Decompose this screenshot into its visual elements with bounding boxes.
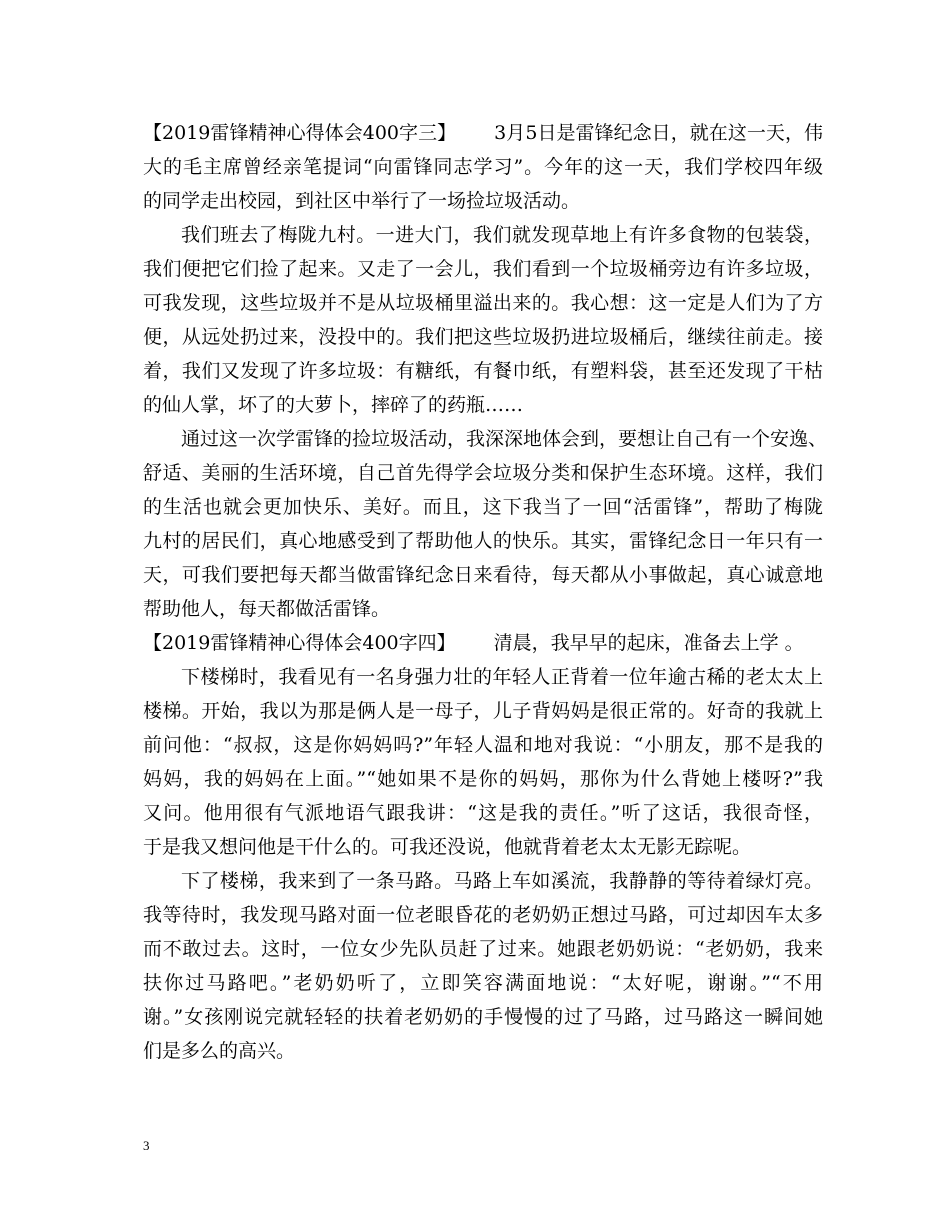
text-line: 前问他：“叔叔，这是你妈妈吗?”年轻人温和地对我说：“小朋友，那不是我的 (143, 734, 823, 756)
text-line: 又问。他用很有气派地语气跟我讲：“这是我的责任。”听了这话，我很奇怪， (143, 802, 823, 824)
text-line: 可我发现，这些垃圾并不是从垃圾桶里溢出来的。我心想：这一定是人们为了方 (143, 292, 823, 314)
text-line: 谢。”女孩刚说完就轻轻的扶着老奶奶的手慢慢的过了马路，过马路这一瞬间她 (143, 1006, 823, 1028)
text-line: 我们班去了梅陇九村。一进大门，我们就发现草地上有许多食物的包装袋， (181, 224, 823, 246)
text-line: 九村的居民们，真心地感受到了帮助他人的快乐。其实，雷锋纪念日一年只有一 (143, 530, 823, 552)
text-line: 天，可我们要把每天都当做雷锋纪念日来看待，每天都从小事做起，真心诚意地 (143, 564, 823, 586)
section-heading: 【2019雷锋精神心得体会400字三】 (143, 122, 457, 144)
text-line: 楼梯。开始，我以为那是俩人是一母子，儿子背妈妈是很正常的。好奇的我就上 (143, 700, 823, 722)
text-line: 帮助他人，每天都做活雷锋。 (143, 598, 391, 620)
page-number: 3 (143, 1138, 150, 1153)
text-line: 通过这一次学雷锋的捡垃圾活动，我深深地体会到，要想让自己有一个安逸、 (181, 428, 828, 450)
text-line: 着，我们又发现了许多垃圾：有糖纸，有餐巾纸，有塑料袋，甚至还发现了干枯 (143, 360, 823, 382)
text-line: 于是我又想问他是干什么的。可我还没说，他就背着老太太无影无踪呢。 (143, 836, 752, 858)
text-line: 舒适、美丽的生活环境，自己首先得学会垃圾分类和保护生态环境。这样，我们 (143, 462, 823, 484)
text-line: 而不敢过去。这时，一位女少先队员赶了过来。她跟老奶奶说：“老奶奶，我来 (143, 938, 823, 960)
text-line: 我们便把它们捡了起来。又走了一会儿，我们看到一个垃圾桶旁边有许多垃圾， (143, 258, 823, 280)
text-line: 们是多么的高兴。 (143, 1040, 296, 1062)
text-line: 下了楼梯，我来到了一条马路。马路上车如溪流，我静静的等待着绿灯亮。 (181, 870, 823, 892)
section-heading-line (143, 121, 823, 145)
text-line: 扶你过马路吧。”老奶奶听了，立即笑容满面地说：“太好呢，谢谢。”“不用 (143, 972, 823, 994)
text-line: 大的毛主席曾经亲笔提词“向雷锋同志学习”。今年的这一天，我们学校四年级 (143, 156, 823, 178)
text-line: 的仙人掌，坏了的大萝卜，摔碎了的药瓶…… (143, 394, 524, 416)
section-intro: 3月5日是雷锋纪念日，就在这一天，伟 (494, 122, 823, 144)
section-heading-line (143, 631, 823, 655)
text-line: 妈妈，我的妈妈在上面。”“她如果不是你的妈妈，那你为什么背她上楼呀?”我 (143, 768, 823, 790)
text-line: 的生活也就会更加快乐、美好。而且，这下我当了一回“活雷锋”，帮助了梅陇 (143, 496, 823, 518)
text-line: 的同学走出校园，到社区中举行了一场捡垃圾活动。 (143, 190, 581, 212)
text-line: 便，从远处扔过来，没投中的。我们把这些垃圾扔进垃圾桶后，继续往前走。接 (143, 326, 823, 348)
section-intro: 清晨，我早早的起床，准备去上学 。 (493, 632, 804, 654)
text-line: 我等待时，我发现马路对面一位老眼昏花的老奶奶正想过马路，可过却因车太多 (143, 904, 823, 926)
text-line: 下楼梯时，我看见有一名身强力壮的年轻人正背着一位年逾古稀的老太太上 (181, 666, 823, 688)
section-heading: 【2019雷锋精神心得体会400字四】 (143, 632, 456, 654)
